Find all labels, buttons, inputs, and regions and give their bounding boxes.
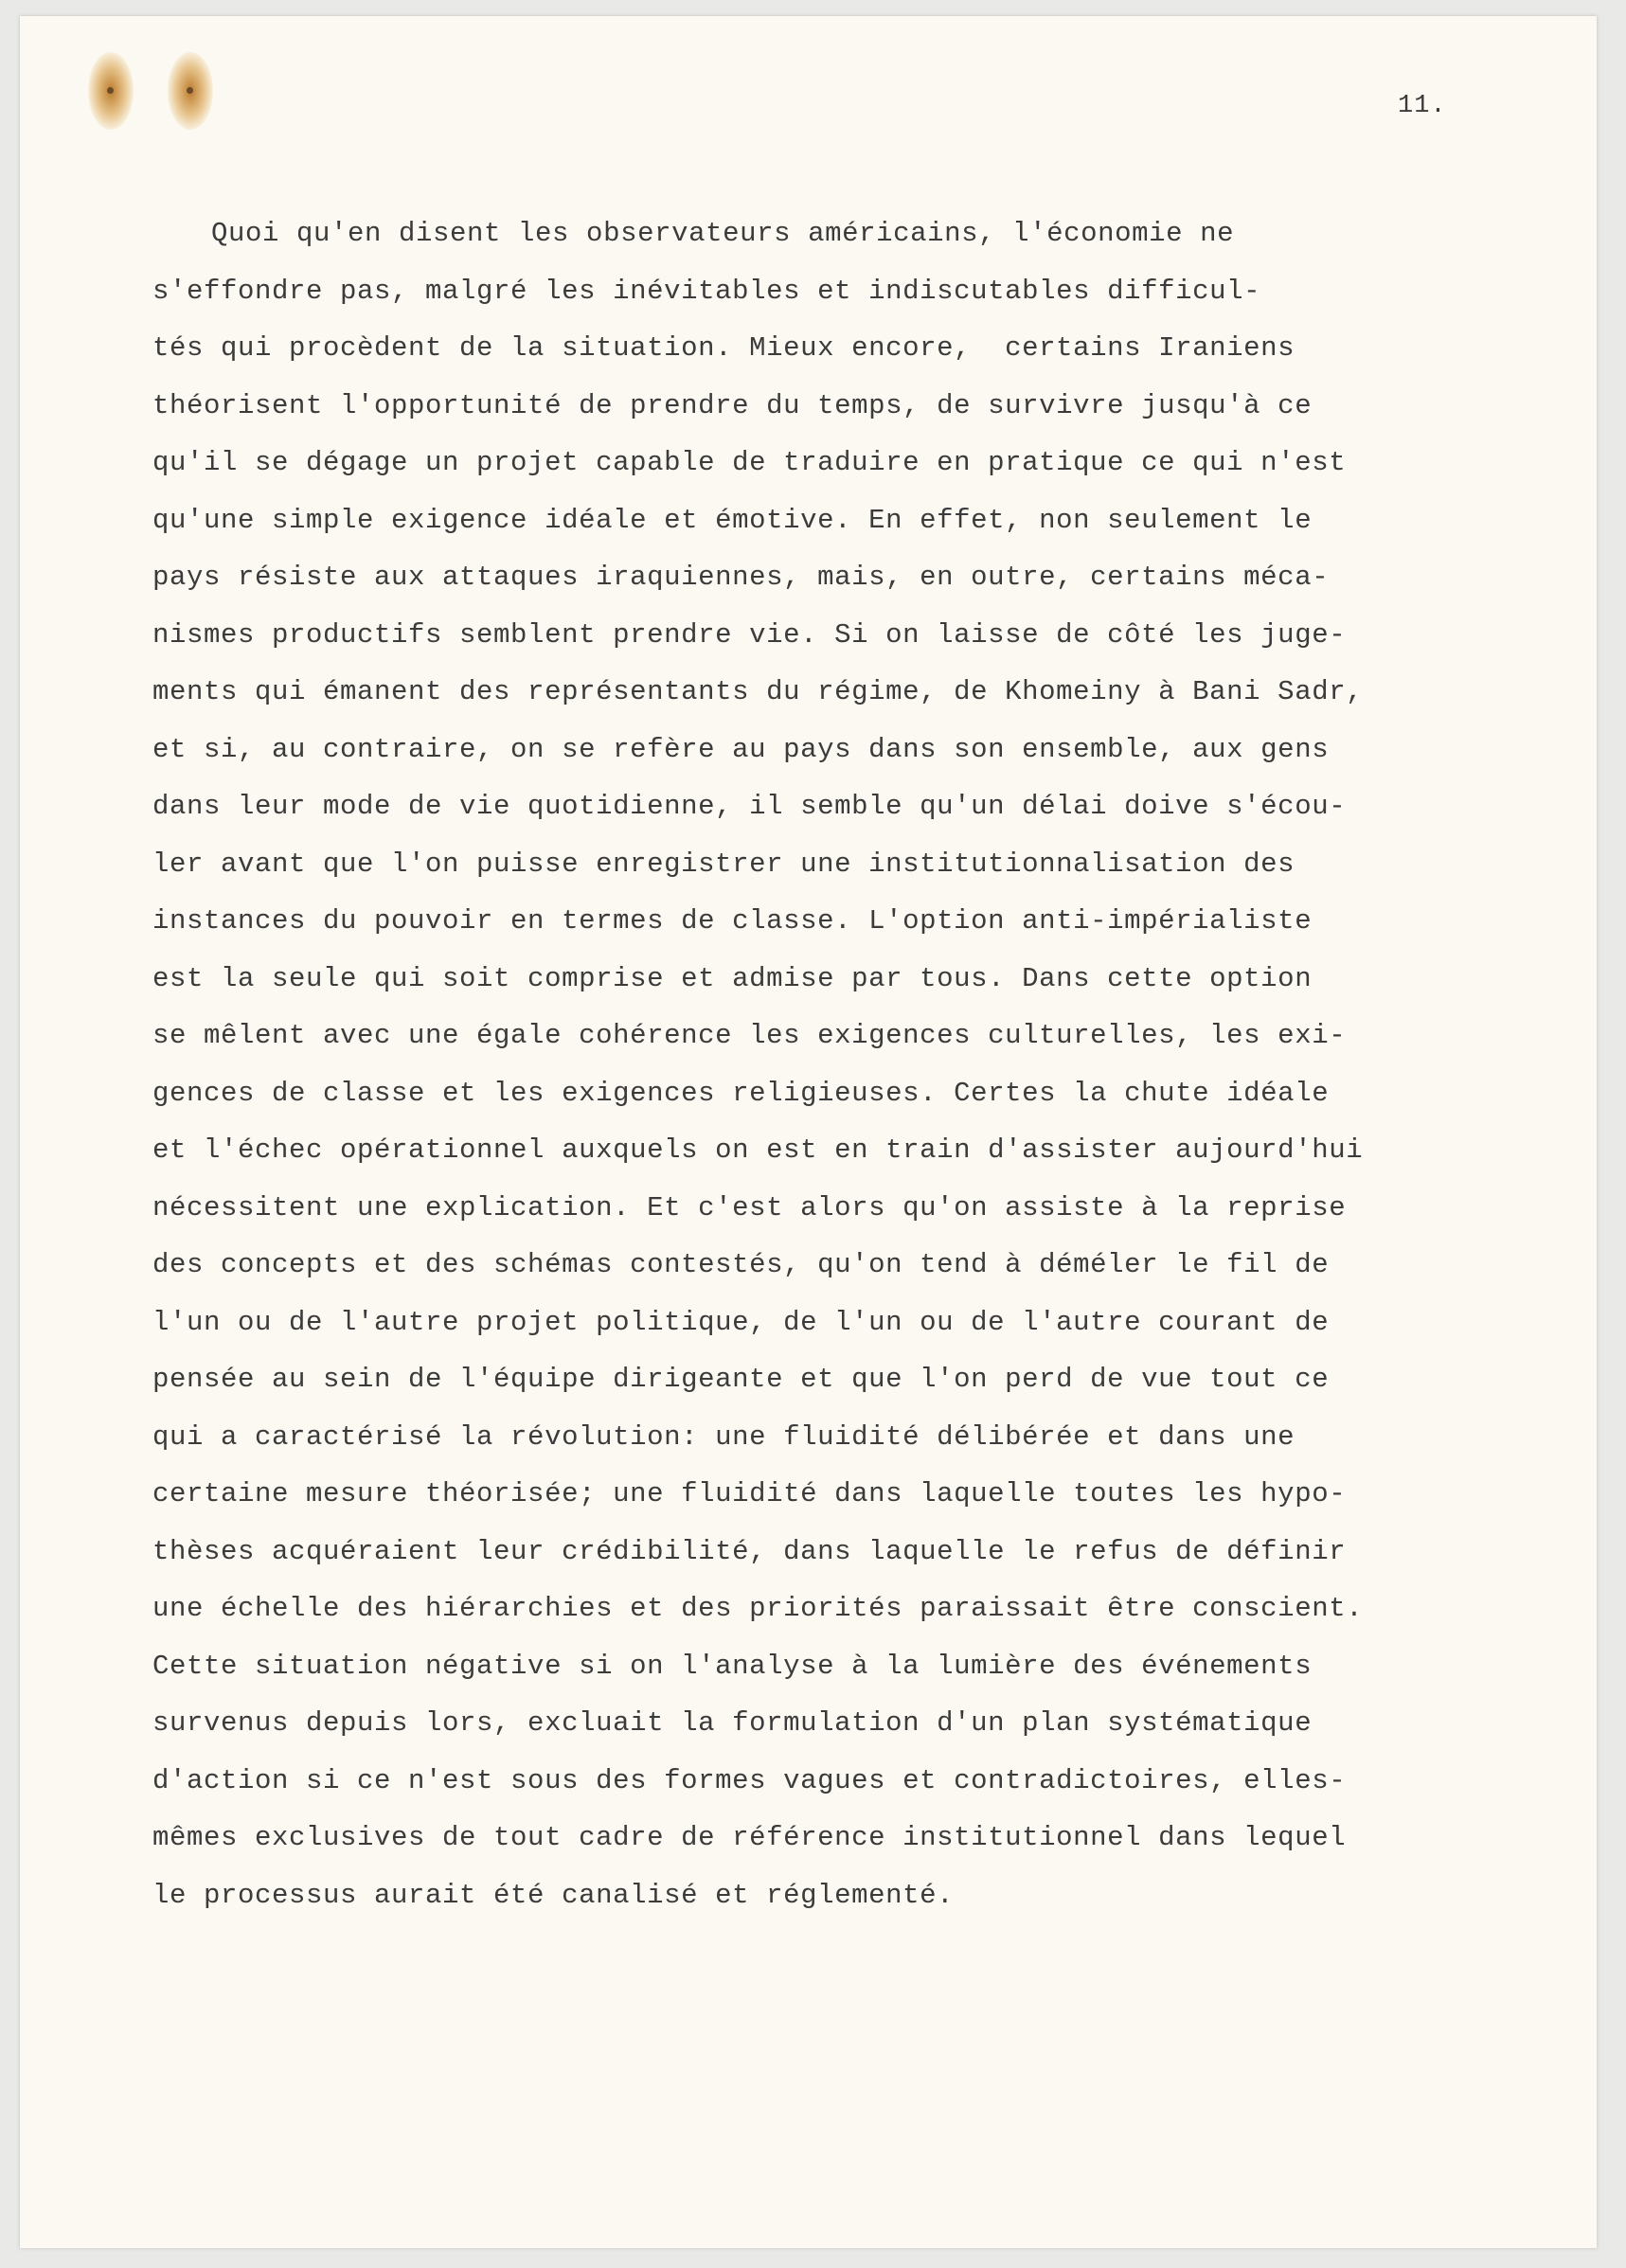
text-line: théorisent l'opportunité de prendre du temps, de survivre jusqu'à ce bbox=[152, 389, 1313, 421]
text-line: Cette situation négative si on l'analyse à la lumière des événements bbox=[152, 1650, 1313, 1682]
text-line: certaine mesure théorisée; une fluidité dans laquelle toutes les hypo- bbox=[152, 1478, 1347, 1509]
text-line: ments qui émanent des représentants du régime, de Khomeiny à Bani Sadr, bbox=[152, 676, 1364, 707]
text-line: dans leur mode de vie quotidienne, il semble qu'un délai doive s'écou- bbox=[152, 791, 1347, 822]
text-line: thèses acquéraient leur crédibilité, dans laquelle le refus de définir bbox=[152, 1535, 1347, 1567]
text-line: tés qui procèdent de la situation. Mieux encore, certains Iraniens bbox=[152, 332, 1295, 364]
text-line: nismes productifs semblent prendre vie. Si on laisse de côté les juge- bbox=[152, 618, 1347, 651]
text-line: qu'une simple exigence idéale et émotive. En effet, non seulement le bbox=[152, 504, 1313, 536]
punch-hole-stain bbox=[168, 52, 213, 130]
text-line: et si, au contraire, on se refère au pays dans son ensemble, aux gens bbox=[152, 733, 1330, 765]
document-page bbox=[20, 16, 1597, 2248]
text-line: pays résiste aux attaques iraquiennes, mais, en outre, certains méca- bbox=[152, 562, 1330, 593]
text-line: ler avant que l'on puisse enregistrer une institutionnalisation des bbox=[152, 848, 1295, 880]
text-line: des concepts et des schémas contestés, qu'on tend à déméler le fil de bbox=[152, 1249, 1330, 1280]
text-line: pensée au sein de l'équipe dirigeante et que l'on perd de vue tout ce bbox=[152, 1364, 1330, 1395]
text-line: mêmes exclusives de tout cadre de référence institutionnel dans lequel bbox=[152, 1822, 1347, 1853]
text-line: Quoi qu'en disent les observateurs américains, l'économie ne bbox=[211, 218, 1235, 249]
punch-hole-stain bbox=[88, 52, 134, 130]
text-line: qu'il se dégage un projet capable de traduire en pratique ce qui n'est bbox=[152, 447, 1347, 478]
text-line: l'un ou de l'autre projet politique, de l'un ou de l'autre courant de bbox=[152, 1306, 1330, 1338]
text-line: instances du pouvoir en termes de classe. L'option anti-impérialiste bbox=[152, 905, 1313, 937]
typewritten-body-text bbox=[152, 205, 1573, 1924]
text-line: une échelle des hiérarchies et des priorités paraissait être conscient. bbox=[152, 1593, 1364, 1624]
text-line: se mêlent avec une égale cohérence les exigences culturelles, les exi- bbox=[152, 1020, 1347, 1051]
page-number: 11. bbox=[1398, 92, 1447, 120]
text-line: s'effondre pas, malgré les inévitables et indiscutables difficul- bbox=[152, 275, 1261, 307]
text-line: et l'échec opérationnel auxquels on est en train d'assister aujourd'hui bbox=[152, 1134, 1364, 1166]
text-line: survenus depuis lors, excluait la formulation d'un plan systématique bbox=[152, 1707, 1313, 1739]
text-line: nécessitent une explication. Et c'est alors qu'on assiste à la reprise bbox=[152, 1191, 1347, 1223]
text-line: d'action si ce n'est sous des formes vagues et contradictoires, elles- bbox=[152, 1764, 1347, 1796]
text-line: gences de classe et les exigences religieuses. Certes la chute idéale bbox=[152, 1077, 1330, 1109]
text-line: est la seule qui soit comprise et admise par tous. Dans cette option bbox=[152, 962, 1313, 994]
text-line: qui a caractérisé la révolution: une fluidité délibérée et dans une bbox=[152, 1420, 1295, 1453]
text-line: le processus aurait été canalisé et réglementé. bbox=[152, 1879, 955, 1911]
